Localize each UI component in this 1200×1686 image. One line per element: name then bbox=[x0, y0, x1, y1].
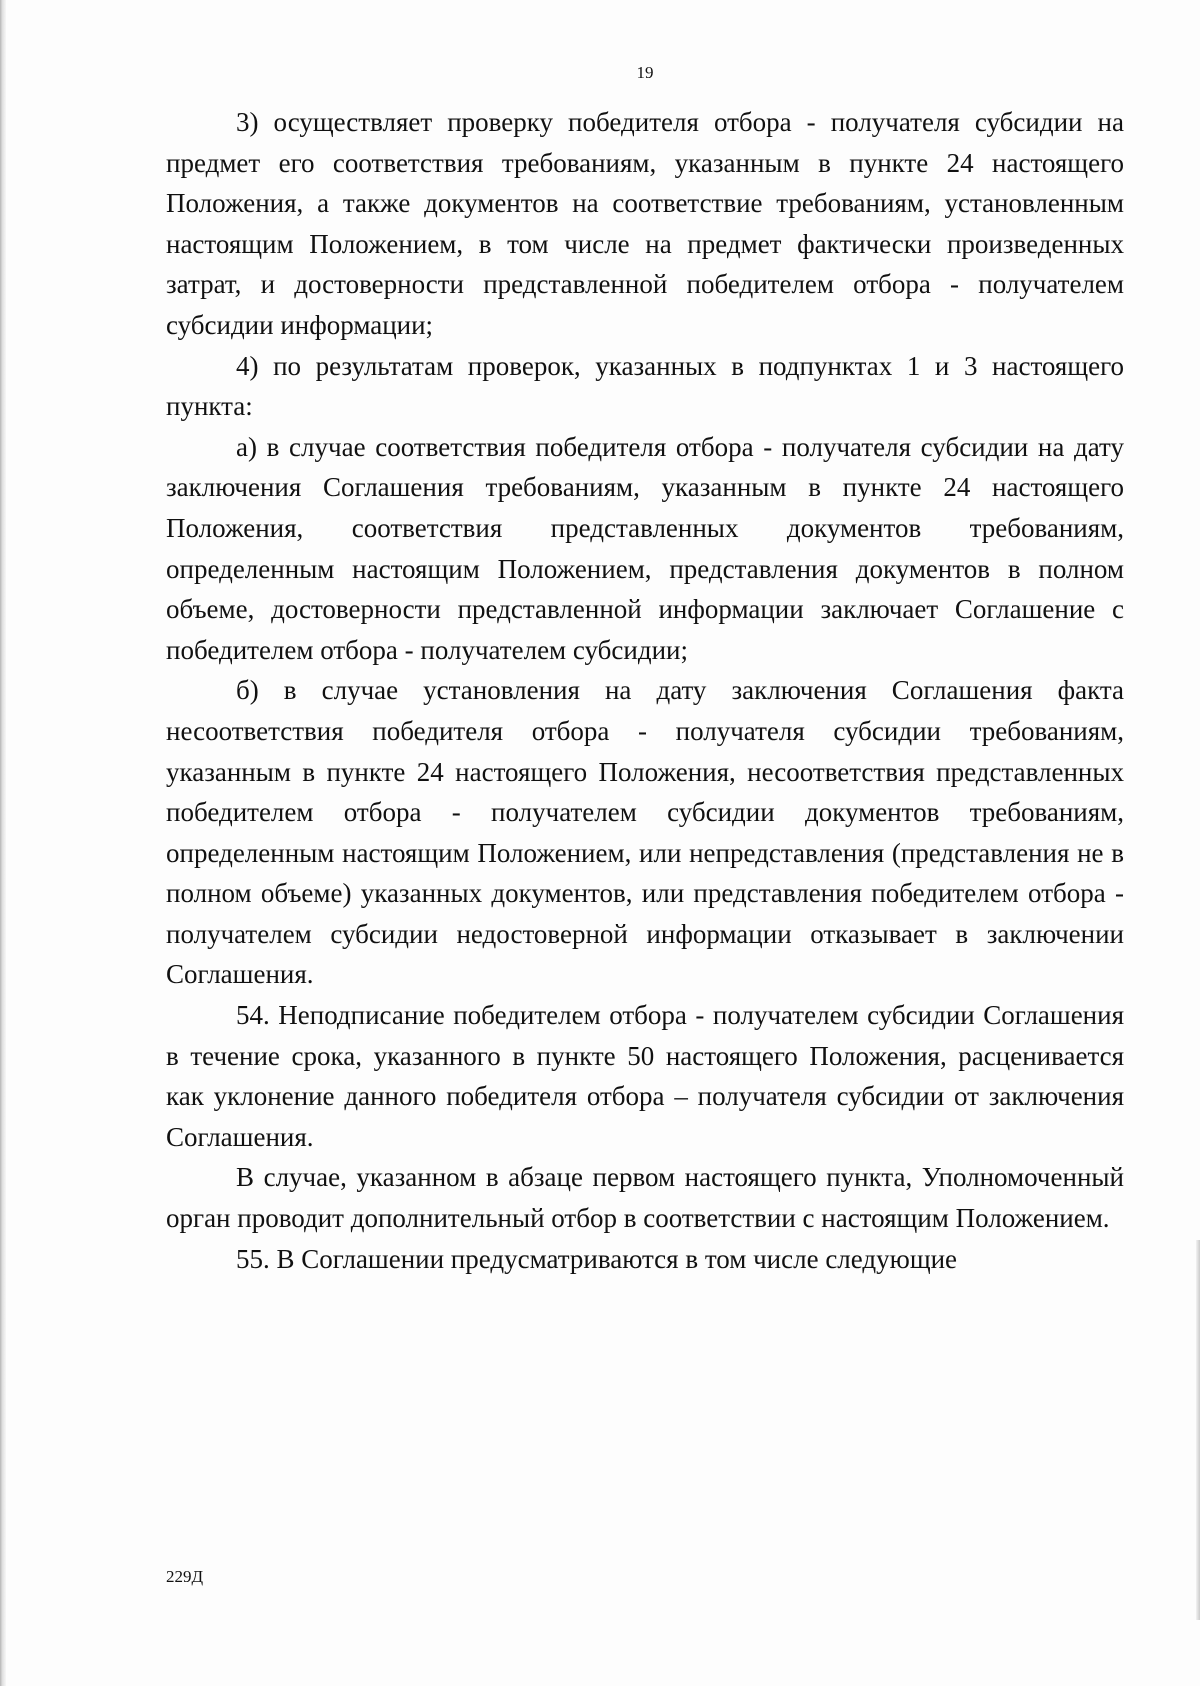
document-body bbox=[166, 102, 1124, 1279]
scan-edge-right bbox=[1196, 1240, 1200, 1620]
paragraph-check-results: 4) по результатам проверок, указанных в подпунктах 1 и 3 настоящего пункта: bbox=[166, 350, 1124, 422]
document-code: 229Д bbox=[166, 1567, 204, 1586]
page-number: 19 bbox=[636, 63, 654, 82]
paragraph-item-55: 55. В Соглашении предусматриваются в том числе следующие bbox=[236, 1243, 958, 1274]
paragraph-refuse-agreement: б) в случае установления на дату заключения Соглашения факта несоответствия победителя отбора - получателя субсидии требованиям, указанным в пункте 24 настоящего Положения, несоответствия представленных победителем отбора - получателем субсидии документов требованиям, определенным настоящим Положением, или непредставления (представления не в полном объеме) указанных документов, или представления победителем отбора - получателем субсидии недостоверной информации отказывает в заключении Соглашения. bbox=[166, 675, 1124, 990]
paragraph-check-winner: 3) осуществляет проверку победителя отбора - получателя субсидии на предмет его соответствия требованиям, указанным в пункте 24 настоящего Положения, а также документов на соответствие требованиям, установленным настоящим Положением, в том числе на предмет фактически произведенных затрат, и достоверности представленной победителем отбора - получателем субсидии информации; bbox=[166, 107, 1124, 340]
paragraph-additional-selection: В случае, указанном в абзаце первом настоящего пункта, Уполномоченный орган проводит дополнительный отбор в соответствии с настоящим Положением. bbox=[166, 1162, 1124, 1234]
paragraph-conclude-agreement: а) в случае соответствия победителя отбора - получателя субсидии на дату заключения Соглашения требованиям, указанным в пункте 24 настоящего Положения, соответствия представленных документов требованиям, определенным настоящим Положением, представления документов в полном объеме, достоверности представленной информации заключает Соглашение с победителем отбора - получателем субсидии; bbox=[166, 431, 1124, 665]
scan-edge-left bbox=[0, 0, 6, 1686]
paragraph-item-54: 54. Неподписание победителем отбора - получателем субсидии Соглашения в течение срока, указанного в пункте 50 настоящего Положения, расценивается как уклонение данного победителя отбора – получателя субсидии от заключения Соглашения. bbox=[166, 1000, 1124, 1152]
